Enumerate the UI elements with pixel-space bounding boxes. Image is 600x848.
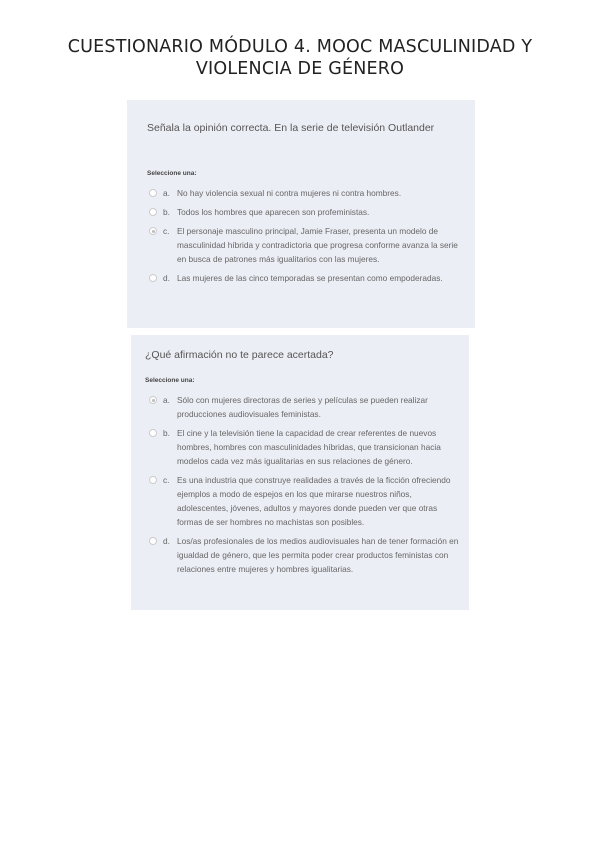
question-card-1	[127, 100, 475, 328]
option-a[interactable]	[149, 186, 464, 200]
option-text: Es una industria que construye realidades a través de la ficción ofreciendo ejemplos a modo de espejos en los que mirarse nuestros niños, adolescentes, jóvenes, adultos y mayores donde pueden ver que otras formas de ser hombres no machistas son posibles.	[177, 475, 451, 527]
option-letter: a.	[163, 188, 170, 198]
radio-button-selected[interactable]	[149, 396, 157, 404]
option-text: Todos los hombres que aparecen son profeministas.	[177, 207, 370, 217]
option-letter: b.	[163, 207, 170, 217]
radio-button[interactable]	[149, 429, 157, 437]
option-letter: c.	[163, 226, 170, 236]
option-letter: b.	[163, 428, 170, 438]
radio-button-selected[interactable]	[149, 227, 157, 235]
question-card-2	[131, 335, 469, 610]
option-d[interactable]	[149, 271, 464, 285]
option-text: El personaje masculino principal, Jamie Fraser, presenta un modelo de masculinidad híbrida y contradictoria que progresa conforme avanza la serie en busca de patrones más igualitarios con las mujeres.	[177, 226, 458, 264]
question-text: ¿Qué afirmación no te parece acertada?	[145, 349, 334, 361]
radio-button[interactable]	[149, 537, 157, 545]
question-text: Señala la opinión correcta. En la serie de televisión Outlander	[147, 122, 435, 134]
option-b[interactable]	[149, 426, 464, 468]
page-title: CUESTIONARIO MÓDULO 4. MOOC MASCULINIDAD Y VIOLENCIA DE GÉNERO	[67, 37, 533, 79]
option-c[interactable]	[149, 473, 464, 529]
option-text: Las mujeres de las cinco temporadas se presentan como empoderadas.	[177, 273, 443, 283]
option-text: Los/as profesionales de los medios audiovisuales han de tener formación en igualdad de género, que les permita poder crear productos feministas con relaciones entre mujeres y hombres igualitarias.	[177, 536, 459, 574]
option-letter: c.	[163, 475, 170, 485]
option-text: Sólo con mujeres directoras de series y películas se pueden realizar producciones audiovisuales feministas.	[177, 395, 428, 419]
select-label: Seleccione una:	[145, 377, 195, 384]
options-list	[149, 393, 464, 581]
option-d[interactable]	[149, 534, 464, 576]
radio-button[interactable]	[149, 208, 157, 216]
option-text: No hay violencia sexual ni contra mujeres ni contra hombres.	[177, 188, 402, 198]
radio-button[interactable]	[149, 476, 157, 484]
option-b[interactable]	[149, 205, 464, 219]
option-letter: d.	[163, 273, 170, 283]
radio-button[interactable]	[149, 189, 157, 197]
radio-button[interactable]	[149, 274, 157, 282]
option-a[interactable]	[149, 393, 464, 421]
option-text: El cine y la televisión tiene la capacidad de crear referentes de nuevos hombres, hombres con masculinidades híbridas, que transicionan hacia modelos cada vez más igualitarias en sus relaciones de género.	[177, 428, 441, 466]
option-letter: a.	[163, 395, 170, 405]
option-c[interactable]	[149, 224, 464, 266]
option-letter: d.	[163, 536, 170, 546]
select-label: Seleccione una:	[147, 170, 197, 177]
options-list	[149, 186, 464, 290]
